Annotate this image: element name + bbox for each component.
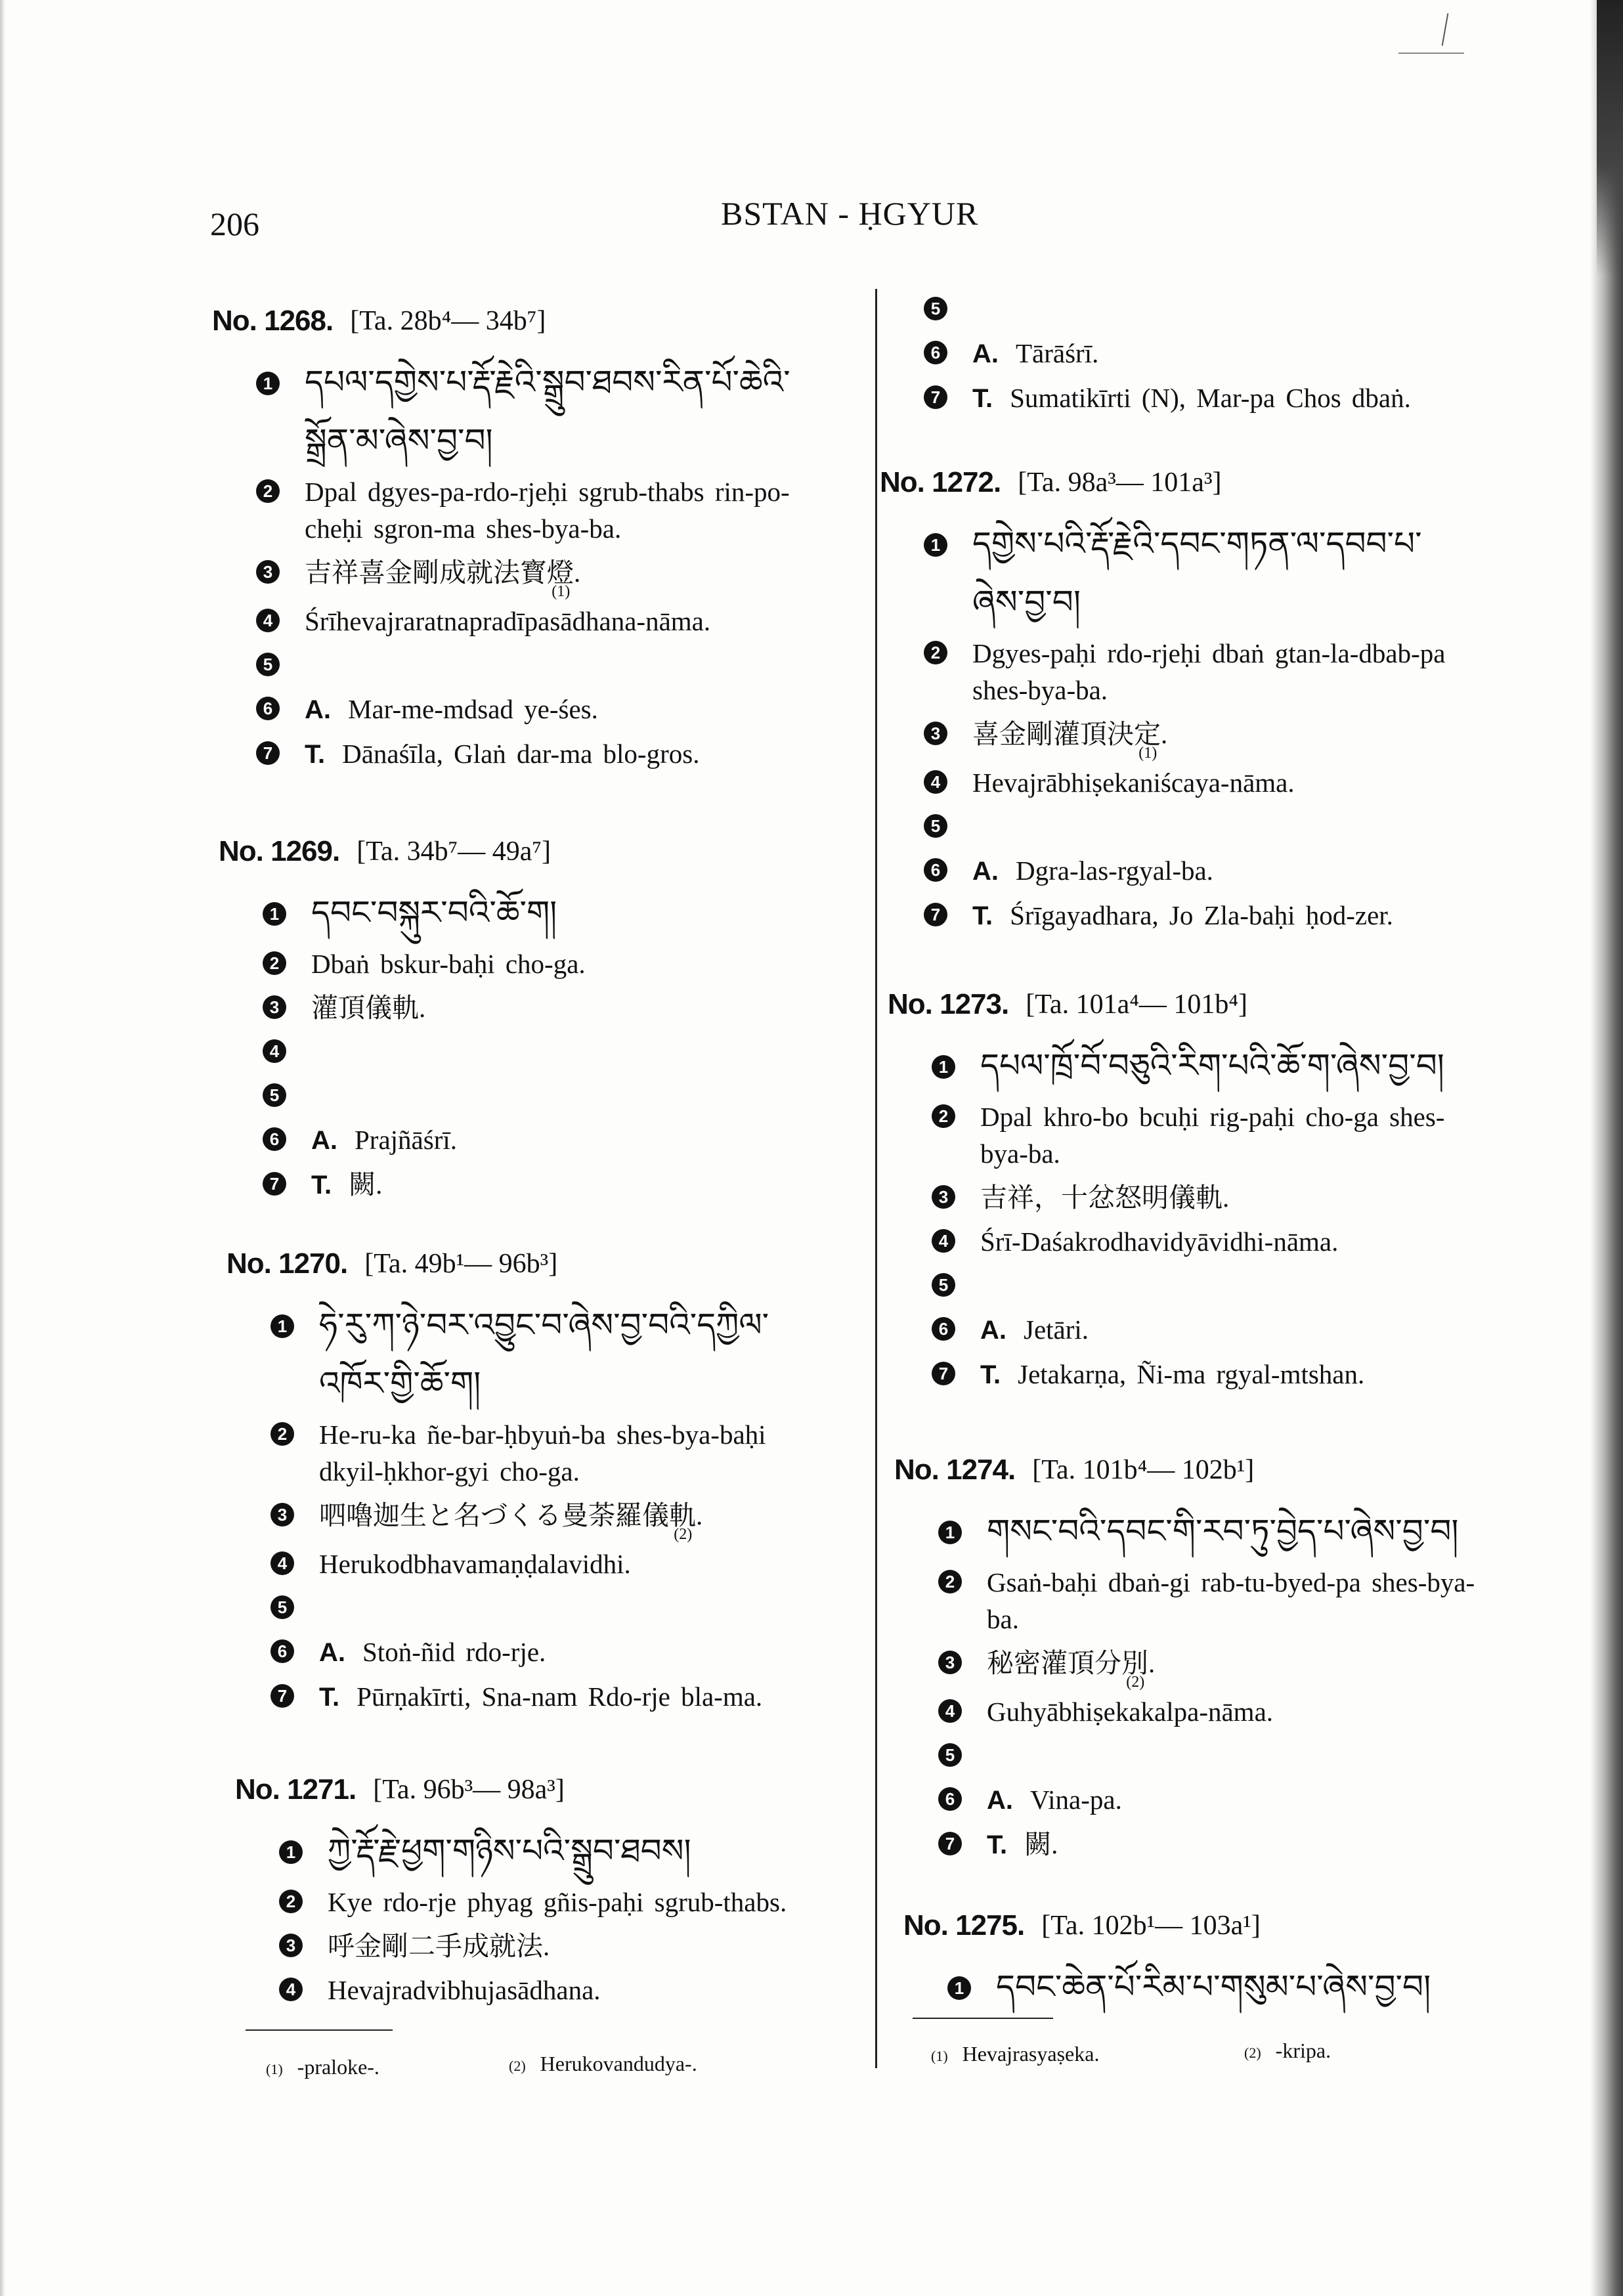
field-number-badge: 7: [938, 1832, 962, 1855]
field-value: Sumatikīrti (N), Mar-pa Chos dbaṅ.: [1010, 383, 1411, 413]
folio-reference: [Ta. 34b⁷— 49a⁷]: [357, 836, 551, 867]
field-number-badge: 1: [256, 372, 280, 395]
footnote-text: -praloke-.: [297, 2055, 379, 2079]
role-label: A.: [987, 1786, 1013, 1815]
field-number-badge: 1: [279, 1840, 303, 1864]
catalog-entry: [235, 1758, 826, 2012]
field-text: [972, 849, 1471, 894]
field-text: [319, 1542, 817, 1586]
field-value: Dānaśīla, Glaṅ dar-ma blo-gros.: [342, 739, 700, 769]
field-number-badge: 3: [279, 1934, 303, 1957]
field-row: [938, 1561, 1485, 1641]
field-row: [924, 332, 1471, 376]
catalog-entry: [227, 1232, 817, 1720]
field-row: [263, 1030, 810, 1074]
field-value: Mar-me-mdsad ye-śes.: [348, 694, 598, 724]
field-value: He-ru-ka ñe-bar-ḥbyuṅ-ba shes-bya-baḥi dkyil-ḥkhor-gyi cho-ga.: [319, 1419, 766, 1486]
field-number-badge: 2: [279, 1890, 303, 1913]
field-number-badge: 1: [947, 1976, 971, 2000]
footnote-rule-left: [246, 2029, 393, 2031]
tibetan-text: དཔལ་དགྱེས་པ་རྡོ་རྗེའི་སྒྲུབ་ཐབས་རིན་པོ་ཆེའི་སྒྲོན་མ་ཞེས་བྱ་བ།: [305, 364, 790, 459]
field-text: [972, 288, 1471, 295]
field-value: Dpal dgyes-pa-rdo-rjeḥi sgrub-thabs rin-po-cheḥi sgron-ma shes-bya-ba.: [305, 477, 790, 544]
field-value: Prajñāśrī.: [355, 1125, 457, 1155]
field-row: [279, 1968, 826, 2012]
tibetan-text: གསང་བའི་དབང་གི་རབ་ཏུ་བྱེད་པ་ཞེས་བྱ་བ།: [987, 1513, 1459, 1549]
field-text: [328, 1924, 826, 1968]
field-row: [924, 805, 1471, 849]
field-text: [328, 1968, 826, 2012]
entry-header: [227, 1232, 817, 1296]
field-text: [987, 1778, 1485, 1823]
folio-reference: [Ta. 28b⁴— 34b⁷]: [350, 306, 546, 336]
field-number-badge: 5: [924, 297, 947, 320]
entry-number: No. 1272.: [880, 466, 1001, 498]
field-number-badge: 1: [263, 902, 286, 926]
field-row: [932, 1095, 1479, 1176]
field-row: [256, 470, 803, 551]
field-row: [924, 849, 1471, 894]
entry-number: No. 1269.: [219, 835, 340, 867]
field-text: [980, 1037, 1479, 1095]
field-text: [305, 687, 803, 732]
field-row: [924, 288, 1471, 332]
entry-header: [235, 1758, 826, 1822]
role-label: T.: [972, 901, 993, 930]
field-value: Gsaṅ-baḥi dbaṅ-gi rab-tu-byed-pa shes-bya-ba.: [987, 1567, 1475, 1634]
tibetan-title: [263, 884, 810, 942]
field-number-badge: 6: [263, 1127, 286, 1151]
role-label: A.: [305, 695, 331, 724]
entry-number: No. 1271.: [235, 1773, 357, 1806]
folio-reference: [Ta. 96b³— 98a³]: [373, 1775, 565, 1805]
scan-right-edge-top: [1597, 0, 1623, 276]
field-number-badge: 7: [256, 741, 280, 765]
field-value: 秘密灌頂分別.: [987, 1648, 1156, 1678]
tibetan-title: [938, 1502, 1485, 1561]
field-text: [328, 1822, 826, 1880]
role-label: A.: [319, 1638, 345, 1667]
field-row: [270, 1494, 817, 1542]
field-text: [972, 376, 1471, 421]
field-text: [311, 1118, 810, 1163]
field-row: [270, 1675, 817, 1720]
field-text: [980, 1308, 1479, 1353]
role-label: T.: [987, 1830, 1008, 1859]
catalog-entry: [894, 1438, 1485, 1867]
field-text: [987, 1734, 1485, 1741]
entry-header: [212, 289, 803, 353]
field-text: [972, 761, 1471, 805]
field-row: [270, 1586, 817, 1630]
field-number-badge: 5: [924, 814, 947, 838]
field-number-badge: 2: [932, 1104, 955, 1128]
scan-right-edge: [1590, 0, 1623, 2296]
footnote-mark: (1): [266, 2061, 283, 2077]
role-label: A.: [980, 1316, 1006, 1345]
field-text: [987, 1690, 1485, 1734]
role-label: A.: [972, 857, 999, 886]
field-text: [996, 1958, 1494, 2016]
role-label: T.: [305, 740, 326, 769]
field-value: Śrīgayadhara, Jo Zla-baḥi ḥod-zer.: [1010, 900, 1393, 930]
scan-left-edge: [0, 0, 5, 2296]
field-row: [932, 1308, 1479, 1353]
entry-number: No. 1273.: [888, 988, 1009, 1020]
field-text: [311, 942, 810, 986]
field-row: [256, 687, 803, 732]
field-text: [987, 1823, 1485, 1867]
field-row: [932, 1353, 1479, 1397]
field-text: [305, 732, 803, 777]
footnote-rule-right: [913, 2018, 1053, 2019]
field-text: [980, 1264, 1479, 1271]
field-text: [980, 1176, 1479, 1220]
field-text: [972, 632, 1471, 712]
field-text: [305, 470, 803, 551]
field-number-badge: 4: [263, 1039, 286, 1063]
tibetan-title: [279, 1822, 826, 1880]
field-text: [328, 1880, 826, 1924]
role-label: A.: [311, 1126, 337, 1155]
field-row: [938, 1734, 1485, 1778]
field-number-badge: 2: [263, 951, 286, 975]
field-number-badge: 7: [270, 1684, 294, 1708]
field-text: [319, 1296, 817, 1413]
field-row: [938, 1823, 1485, 1867]
field-row: [938, 1641, 1485, 1690]
catalog-entry: [880, 288, 1471, 421]
tibetan-title: [947, 1958, 1494, 2016]
field-row: [256, 551, 803, 599]
field-number-badge: 2: [924, 641, 947, 664]
tibetan-text: དབང་ཆེན་པོ་རིམ་པ་གསུམ་པ་ཞེས་བྱ་བ།: [996, 1968, 1431, 2005]
field-row: [924, 376, 1471, 421]
field-number-badge: 3: [924, 722, 947, 745]
field-number-badge: 1: [270, 1314, 294, 1338]
field-row: [263, 1074, 810, 1118]
field-number-badge: 3: [256, 560, 280, 584]
tibetan-title: [924, 515, 1471, 632]
field-text: [311, 1030, 810, 1037]
field-value: Tārāśrī.: [1016, 338, 1099, 368]
field-value: Pūrṇakīrti, Sna-nam Rdo-rje bla-ma.: [357, 1681, 763, 1712]
role-label: T.: [319, 1683, 340, 1712]
field-value: Kye rdo-rje phyag gñis-paḥi sgrub-thabs.: [328, 1887, 787, 1917]
field-value: Guhyābhiṣekakalpa-nāma.: [987, 1697, 1274, 1727]
footnote-text: Hevajrasyaṣeka.: [962, 2042, 1100, 2066]
field-number-badge: 4: [932, 1229, 955, 1253]
field-number-badge: 1: [938, 1521, 962, 1544]
field-value: Dbaṅ bskur-baḥi cho-ga.: [311, 949, 586, 979]
field-number-badge: 3: [938, 1651, 962, 1674]
field-row: [924, 761, 1471, 805]
field-text: [980, 1220, 1479, 1264]
field-value: 呼金剛二手成就法.: [328, 1931, 550, 1961]
field-number-badge: 7: [924, 903, 947, 926]
field-row: [938, 1778, 1485, 1823]
entry-header: [894, 1438, 1485, 1502]
field-row: [270, 1630, 817, 1675]
field-text: [311, 986, 810, 1030]
folio-reference: [Ta. 49b¹— 96b³]: [364, 1249, 558, 1279]
field-text: [980, 1353, 1479, 1397]
field-row: [256, 643, 803, 687]
field-number-badge: 1: [932, 1055, 955, 1079]
field-text: [319, 1675, 817, 1720]
field-text: [972, 712, 1471, 761]
catalog-entry: [880, 450, 1471, 938]
field-text: [319, 1630, 817, 1675]
tibetan-text: དཔལ་ཁྲོ་བོ་བཅུའི་རིག་པའི་ཆོ་ག་ཞེས་བྱ་བ།: [980, 1047, 1444, 1084]
field-text: [311, 884, 810, 942]
field-row: [270, 1413, 817, 1494]
catalog-entry: [903, 1894, 1494, 2016]
footnote-left-1: [266, 2055, 379, 2079]
field-row: [263, 1118, 810, 1163]
field-text: [319, 1586, 817, 1593]
field-value: 吉祥，十忿怒明儀軌.: [980, 1182, 1230, 1213]
field-text: [972, 515, 1471, 632]
entry-number: No. 1275.: [903, 1909, 1025, 1941]
field-number-badge: 5: [932, 1273, 955, 1297]
entry-number: No. 1274.: [894, 1454, 1016, 1486]
column-divider: [875, 289, 877, 2068]
role-label: T.: [972, 384, 993, 413]
field-row: [256, 732, 803, 777]
field-value: Hevajrābhiṣekaniścaya-nāma.: [972, 768, 1295, 798]
field-text: [972, 894, 1471, 938]
entry-header: [219, 819, 810, 884]
field-value: 闕.: [349, 1169, 383, 1200]
role-label: T.: [311, 1171, 332, 1200]
footnote-text: -kripa.: [1275, 2039, 1331, 2062]
field-number-badge: 7: [263, 1172, 286, 1196]
field-number-badge: 5: [263, 1083, 286, 1107]
footnote-reference: (1): [1138, 745, 1158, 762]
field-value: Hevajradvibhujasādhana.: [328, 1975, 601, 2005]
entry-header: [880, 450, 1471, 515]
tibetan-text: ཀྱེ་རྡོ་རྗེ་ཕྱག་གཉིས་པའི་སྒྲུབ་ཐབས།: [328, 1832, 691, 1869]
field-value: Dgra-las-rgyal-ba.: [1016, 856, 1213, 886]
field-text: [972, 805, 1471, 812]
field-number-badge: 6: [932, 1317, 955, 1341]
folio-reference: [Ta. 101b⁴— 102b¹]: [1032, 1455, 1255, 1485]
field-number-badge: 6: [938, 1787, 962, 1811]
field-text: [987, 1641, 1485, 1690]
footnote-left-2: [509, 2052, 697, 2076]
field-text: [305, 643, 803, 651]
footnote-reference: (2): [1126, 1674, 1145, 1691]
tibetan-title: [932, 1037, 1479, 1095]
field-row: [932, 1264, 1479, 1308]
footnote-right-2: [1244, 2039, 1331, 2063]
field-number-badge: 7: [924, 385, 947, 409]
footnote-mark: (1): [931, 2048, 948, 2064]
entry-number: No. 1270.: [227, 1247, 348, 1280]
field-number-badge: 7: [932, 1362, 955, 1385]
entry-header: [903, 1894, 1494, 1958]
field-text: [311, 1163, 810, 1207]
folio-reference: [Ta. 98a³— 101a³]: [1018, 467, 1222, 498]
field-value: Vina-pa.: [1030, 1785, 1122, 1815]
field-row: [279, 1880, 826, 1924]
tibetan-text: དགྱེས་པའི་རྡོ་རྗེའི་དབང་གཏན་ལ་དབབ་པ་ཞེས་བྱ་བ།: [972, 525, 1422, 620]
catalog-entry: [212, 289, 803, 777]
field-number-badge: 3: [270, 1503, 294, 1527]
field-number-badge: 6: [270, 1639, 294, 1663]
field-number-badge: 4: [279, 1978, 303, 2001]
field-text: [305, 353, 803, 470]
field-number-badge: 2: [938, 1570, 962, 1593]
field-number-badge: 6: [924, 341, 947, 364]
field-value: 呬嚕迦生と名づくる曼荼羅儀軌.: [319, 1500, 703, 1530]
footnote-text: Herukovandudya-.: [540, 2052, 697, 2075]
field-value: Śrī-Daśakrodhavidyāvidhi-nāma.: [980, 1226, 1339, 1257]
footnote-right-1: [931, 2042, 1099, 2066]
field-row: [938, 1690, 1485, 1734]
field-value: Jetakarṇa, Ñi-ma rgyal-mtshan.: [1018, 1359, 1365, 1389]
pencil-mark: [1398, 53, 1464, 54]
tibetan-title: [256, 353, 803, 470]
field-number-badge: 2: [256, 479, 280, 503]
field-row: [256, 599, 803, 643]
field-value: 闕.: [1024, 1829, 1058, 1859]
tibetan-text: ཧེ་རུ་ཀ་ཉེ་བར་འབྱུང་བ་ཞེས་བྱ་བའི་དཀྱིལ་འཁོར་གྱི་ཆོ་ག།: [319, 1307, 769, 1402]
field-row: [932, 1176, 1479, 1220]
field-row: [932, 1220, 1479, 1264]
field-value: Dgyes-paḥi rdo-rjeḥi dbaṅ gtan-la-dbab-pa shes-bya-ba.: [972, 638, 1446, 705]
entry-number: No. 1268.: [212, 305, 334, 337]
catalog-entry: [888, 972, 1479, 1397]
role-label: T.: [980, 1360, 1001, 1389]
folio-reference: [Ta. 102b¹— 103a¹]: [1041, 1911, 1261, 1941]
field-number-badge: 1: [924, 533, 947, 557]
footnote-mark: (2): [509, 2058, 526, 2074]
field-text: [987, 1561, 1485, 1641]
field-number-badge: 3: [932, 1185, 955, 1209]
field-row: [924, 894, 1471, 938]
field-value: 吉祥喜金剛成就法寳燈.: [305, 557, 581, 588]
field-text: [305, 551, 803, 599]
field-row: [279, 1924, 826, 1968]
field-number-badge: 5: [938, 1743, 962, 1767]
tibetan-text: དབང་བསྐུར་བའི་ཆོ་ག།: [311, 894, 557, 931]
role-label: A.: [972, 339, 999, 368]
field-value: Śrīhevajraratnapradīpasādhana-nāma.: [305, 606, 711, 636]
field-value: Dpal khro-bo bcuḥi rig-paḥi cho-ga shes-bya-ba.: [980, 1102, 1445, 1169]
tibetan-title: [270, 1296, 817, 1413]
field-row: [263, 1163, 810, 1207]
footnote-reference: (2): [674, 1526, 693, 1543]
field-text: [972, 332, 1471, 376]
field-row: [263, 986, 810, 1030]
field-value: Herukodbhavamaṇḍalavidhi.: [319, 1549, 631, 1579]
entry-header: [888, 972, 1479, 1037]
field-number-badge: 6: [256, 697, 280, 720]
field-value: 喜金剛灌頂決定.: [972, 719, 1168, 749]
field-row: [263, 942, 810, 986]
field-text: [319, 1494, 817, 1542]
field-text: [319, 1413, 817, 1494]
field-number-badge: 2: [270, 1422, 294, 1446]
field-value: Jetāri.: [1024, 1314, 1089, 1345]
pencil-mark: [1442, 13, 1449, 46]
field-number-badge: 4: [270, 1551, 294, 1575]
field-number-badge: 5: [270, 1595, 294, 1619]
field-text: [980, 1095, 1479, 1176]
catalog-entry: [219, 819, 810, 1207]
field-row: [270, 1542, 817, 1586]
field-value: 灌頂儀軌.: [311, 993, 426, 1023]
field-number-badge: 4: [256, 609, 280, 632]
footnote-reference: (1): [552, 583, 571, 600]
field-text: [311, 1074, 810, 1081]
footnote-mark: (2): [1244, 2045, 1261, 2061]
field-number-badge: 4: [924, 770, 947, 794]
field-value: Stoṅ-ñid rdo-rje.: [362, 1637, 546, 1667]
field-row: [924, 712, 1471, 761]
field-number-badge: 3: [263, 995, 286, 1019]
field-number-badge: 5: [256, 653, 280, 676]
folio-reference: [Ta. 101a⁴— 101b⁴]: [1026, 989, 1247, 1020]
field-text: [987, 1502, 1485, 1561]
field-row: [924, 632, 1471, 712]
field-number-badge: 4: [938, 1699, 962, 1723]
running-title: BSTAN - ḤGYUR: [721, 195, 979, 232]
field-number-badge: 6: [924, 858, 947, 882]
page-number: 206: [210, 206, 259, 242]
